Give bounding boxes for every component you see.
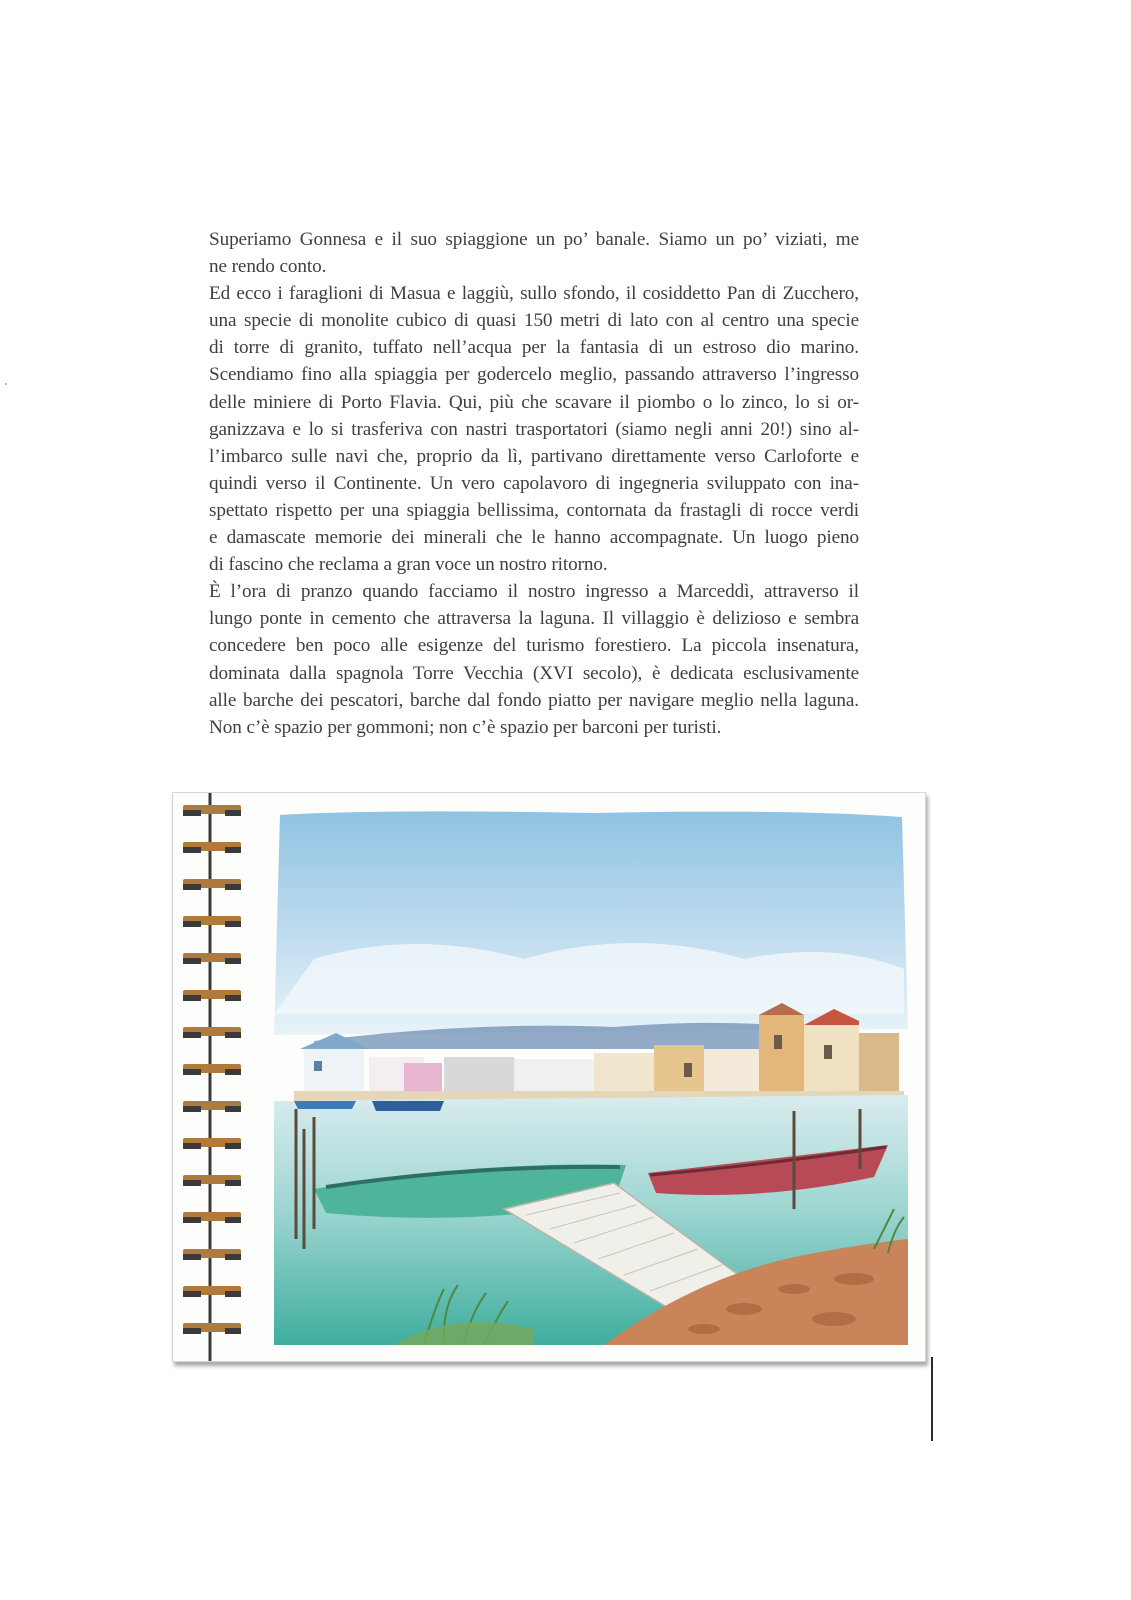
spiral-ring-icon [183,1212,241,1223]
spiral-ring-icon [183,805,241,816]
spiral-ring-icon [183,1175,241,1186]
text-line: lungo ponte in cemento che attraversa la laguna. Il villaggio è delizioso e sembra [209,608,859,630]
text-line: l’imbarco sulle navi che, proprio da lì, partivano direttamente verso Carloforte e [209,445,859,467]
text-line: concedere ben poco alle esigenze del turismo forestiero. La piccola insenatura, [209,635,859,657]
clouds [274,943,904,1014]
spiral-ring-icon [183,1027,241,1038]
text-line: una specie di monolite cubico di quasi 150 metri di lato con al centro una specie [209,310,859,332]
text-line: ganizzava e lo si trasferiva con nastri trasportatori (siamo negli anni 20!) sino al- [209,418,859,440]
text-line: di fascino che reclama a gran voce un nostro ritorno. [209,554,608,576]
text-line: Ed ecco i faraglioni di Masua e laggiù, sullo sfondo, il cosiddetto Pan di Zucchero, [209,283,859,305]
spiral-ring-icon [183,1323,241,1334]
sketchbook-illustration [172,792,926,1362]
spiral-ring-icon [183,1138,241,1149]
far-boat [372,1101,444,1111]
text-line: alle barche dei pescatori, barche dal fondo piatto per navigare meglio nella laguna. [209,689,859,711]
text-line: e damascate memorie dei minerali che le hanno accompagnate. Un luogo pieno [209,527,859,549]
spiral-ring-icon [183,1249,241,1260]
text-line: Superiamo Gonnesa e il suo spiaggione un po’ banale. Siamo un po’ viziati, me [209,229,859,250]
spiral-ring-icon [183,916,241,927]
text-line: quindi verso il Continente. Un vero capolavoro di ingegneria sviluppato con ina- [209,472,859,494]
text-line: di torre di granito, tuffato nell’acqua per la fantasia di un estroso dio marino. [209,337,859,359]
text-line: ne rendo conto. [209,256,327,278]
spiral-ring-icon [183,953,241,964]
text-line: Scendiamo fino alla spiaggia per godercelo meglio, passando attraverso l’ingresso [209,364,859,386]
spiral-ring-icon [183,1064,241,1075]
text-line: spettato rispetto per una spiaggia bellissima, contornata da frastagli di rocce verdi [209,499,859,521]
text-line: Non c’è spazio per gommoni; non c’è spazio per barconi per turisti. [209,716,722,738]
spiral-ring-icon [183,1286,241,1297]
scan-speck [5,383,7,385]
body-text [209,226,859,741]
spiral-ring-icon [183,1101,241,1112]
text-line: È l’ora di pranzo quando facciamo il nostro ingresso a Marceddì, attraverso il [209,581,859,603]
spiral-binding [173,793,253,1361]
text-line: delle miniere di Porto Flavia. Qui, più che scavare il piombo o lo zinco, lo si or- [209,391,859,413]
text-line: dominata dalla spagnola Torre Vecchia (XVI secolo), è dedicata esclusivamente [209,662,859,684]
watercolor-painting [274,809,908,1345]
far-boat [294,1101,356,1109]
spiral-ring-icon [183,842,241,853]
spiral-ring-icon [183,990,241,1001]
spiral-ring-icon [183,879,241,890]
vertical-rule [931,1357,933,1441]
